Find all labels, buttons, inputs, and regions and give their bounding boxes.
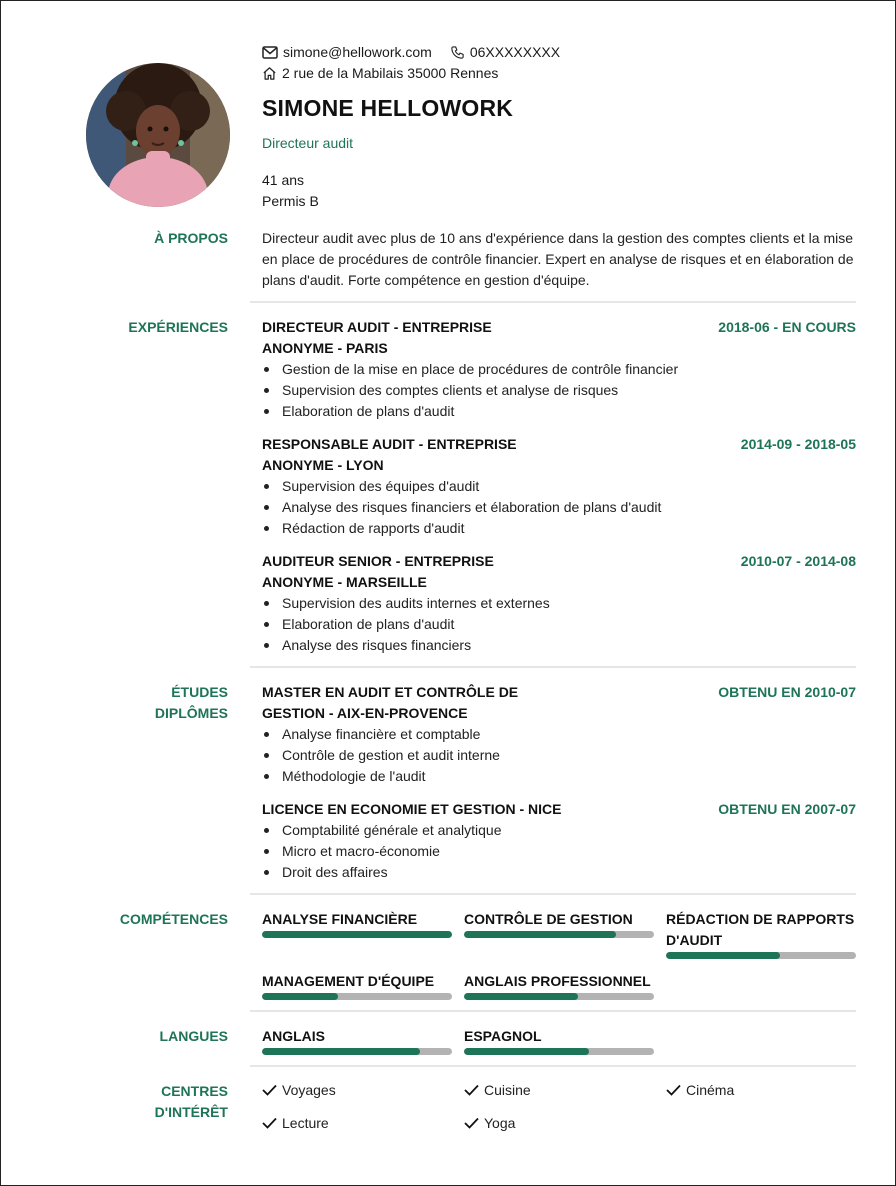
section-label-line: DIPLÔMES (154, 705, 228, 721)
section-label-line: D'INTÉRÊT (154, 1104, 228, 1120)
education-entry (262, 682, 856, 787)
interest-label: Voyages (282, 1082, 336, 1098)
email-item[interactable] (262, 44, 432, 60)
list-item: Méthodologie de l'audit (262, 766, 856, 787)
interest-item (666, 1082, 734, 1098)
language-name: ANGLAIS (262, 1028, 325, 1044)
divider (250, 666, 856, 668)
skill-bar (464, 993, 654, 1000)
entry-bullets (262, 724, 856, 787)
entry-date: 2010-07 - 2014-08 (740, 553, 856, 569)
check-icon (464, 1084, 479, 1096)
skill-name: MANAGEMENT D'ÉQUIPE (262, 973, 435, 989)
phone-text: 06XXXXXXXX (469, 44, 561, 60)
entry-title-line: ANONYME - LYON (262, 457, 384, 473)
list-item: Droit des affaires (262, 862, 856, 883)
interest-item (464, 1082, 531, 1098)
skill-name-line: D'AUDIT (666, 932, 723, 948)
skill-bar-fill (262, 993, 338, 1000)
skill-name-line: RÉDACTION DE RAPPORTS (666, 911, 855, 927)
list-item: Supervision des comptes clients et analyse de risques (262, 380, 856, 401)
entry-bullets (262, 359, 856, 422)
entry-date: 2018-06 - EN COURS (718, 319, 856, 335)
skill-bar (666, 952, 856, 959)
list-item: Supervision des audits internes et externes (262, 593, 856, 614)
skill-item (464, 971, 654, 1000)
skill-bar-fill (262, 931, 452, 938)
list-item: Gestion de la mise en place de procédures de contrôle financier (262, 359, 856, 380)
interest-label: Lecture (282, 1115, 329, 1131)
skill-item (666, 909, 856, 959)
list-item: Analyse financière et comptable (262, 724, 856, 745)
experience-entry (262, 434, 856, 539)
list-item: Rédaction de rapports d'audit (262, 518, 856, 539)
phone-icon (450, 45, 465, 60)
section-label-skills: COMPÉTENCES (119, 911, 228, 927)
language-bar-fill (464, 1048, 589, 1055)
entry-bullets (262, 593, 856, 656)
entry-title (262, 551, 562, 593)
entry-title-line: DIRECTEUR AUDIT - ENTREPRISE (262, 319, 492, 335)
list-item: Supervision des équipes d'audit (262, 476, 856, 497)
list-item: Analyse des risques financiers (262, 635, 856, 656)
section-label-languages: LANGUES (159, 1028, 228, 1044)
entry-title (262, 434, 562, 476)
interest-label: Yoga (484, 1115, 516, 1131)
check-icon (262, 1117, 277, 1129)
section-label-line: CENTRES (161, 1083, 228, 1099)
section-label-line: ÉTUDES (171, 684, 228, 700)
skill-bar (262, 993, 452, 1000)
language-bar (464, 1048, 654, 1055)
driving-license: Permis B (262, 193, 319, 209)
list-item: Contrôle de gestion et audit interne (262, 745, 856, 766)
profile-photo (86, 63, 230, 207)
entry-title-line: MASTER EN AUDIT ET CONTRÔLE DE (262, 684, 519, 700)
entry-title (262, 317, 562, 359)
skill-bar (464, 931, 654, 938)
skill-name: CONTRÔLE DE GESTION (464, 911, 633, 927)
contact-row-1 (262, 44, 572, 60)
entry-title-line: ANONYME - MARSEILLE (262, 574, 427, 590)
entry-title-line: RESPONSABLE AUDIT - ENTREPRISE (262, 436, 517, 452)
entry-title: LICENCE EN ECONOMIE ET GESTION - NICE (262, 801, 562, 817)
skill-bar-fill (464, 993, 578, 1000)
divider (250, 893, 856, 895)
candidate-name: SIMONE HELLOWORK (262, 95, 514, 121)
section-label-experiences: EXPÉRIENCES (128, 319, 228, 335)
mail-icon (262, 46, 278, 59)
language-name: ESPAGNOL (464, 1028, 542, 1044)
language-item (464, 1026, 654, 1055)
entry-title (262, 682, 562, 724)
list-item: Comptabilité générale et analytique (262, 820, 856, 841)
skill-name (666, 909, 856, 951)
entry-date: OBTENU EN 2007-07 (718, 801, 856, 817)
check-icon (262, 1084, 277, 1096)
language-bar-fill (262, 1048, 420, 1055)
job-title: Directeur audit (262, 135, 354, 151)
phone-item[interactable] (450, 44, 560, 60)
entry-title-line: AUDITEUR SENIOR - ENTREPRISE (262, 553, 494, 569)
address-text: 2 rue de la Mabilais 35000 Rennes (282, 65, 499, 81)
interest-item (262, 1082, 336, 1098)
skill-name: ANGLAIS PROFESSIONNEL (464, 973, 651, 989)
contact-row-2 (262, 65, 510, 81)
entry-bullets (262, 820, 856, 883)
experience-entry (262, 317, 856, 422)
skill-name: ANALYSE FINANCIÈRE (262, 911, 418, 927)
experience-entry (262, 551, 856, 656)
skill-item (262, 971, 452, 1000)
age: 41 ans (262, 172, 305, 188)
entry-bullets (262, 476, 856, 539)
skill-item (262, 909, 452, 938)
interest-label: Cinéma (686, 1082, 735, 1098)
section-label-about: À PROPOS (154, 230, 228, 246)
check-icon (666, 1084, 681, 1096)
list-item: Micro et macro-économie (262, 841, 856, 862)
list-item: Elaboration de plans d'audit (262, 614, 856, 635)
section-label-interests (78, 1081, 228, 1123)
interest-item (262, 1115, 329, 1131)
skill-bar-fill (666, 952, 780, 959)
divider (250, 1010, 856, 1012)
skill-bar-fill (464, 931, 616, 938)
divider (250, 1065, 856, 1067)
address-item (262, 65, 498, 81)
divider (250, 301, 856, 303)
interest-label: Cuisine (484, 1082, 531, 1098)
language-bar (262, 1048, 452, 1055)
skill-item (464, 909, 654, 938)
language-item (262, 1026, 452, 1055)
email-text: simone@hellowork.com (283, 44, 432, 60)
list-item: Analyse des risques financiers et élaboration de plans d'audit (262, 497, 856, 518)
about-text: Directeur audit avec plus de 10 ans d'expérience dans la gestion des comptes clients et la mise en place de procédures de contrôle financier. Expert en analyse de risques et en élaboration de plans d'audit. Forte compétence en gestion d'équipe. (262, 230, 854, 288)
home-icon (262, 66, 277, 81)
list-item: Elaboration de plans d'audit (262, 401, 856, 422)
check-icon (464, 1117, 479, 1129)
entry-date: OBTENU EN 2010-07 (718, 684, 856, 700)
skill-bar (262, 931, 452, 938)
education-entry (262, 799, 856, 883)
interest-item (464, 1115, 515, 1131)
entry-title-line: ANONYME - PARIS (262, 340, 388, 356)
entry-date: 2014-09 - 2018-05 (740, 436, 856, 452)
entry-title-line: GESTION - AIX-EN-PROVENCE (262, 705, 468, 721)
section-label-education (78, 682, 228, 724)
